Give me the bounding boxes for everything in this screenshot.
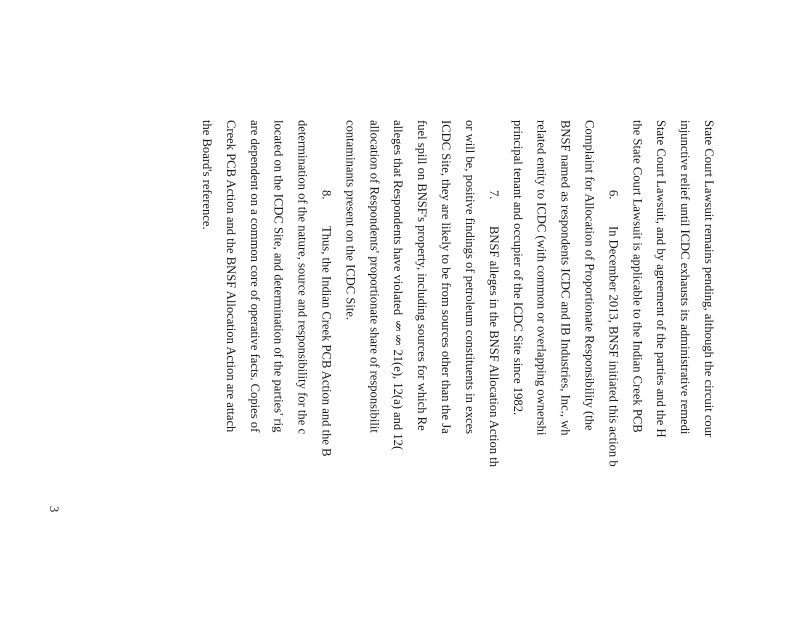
text-line: alleges that Respondents have violated §§ 21(e), 12(a) and 12(: [391, 120, 406, 451]
text-line: BNSF named as respondents ICDC and IB Industries, Inc., wh: [558, 120, 573, 436]
paragraph-8-first-line: [314, 120, 338, 618]
text-line: State Court Lawsuit remains pending, although the circuit cour: [702, 120, 716, 438]
text-line: ICDC Site, they are likely to be from sources other than the Ja: [439, 120, 454, 434]
text-line: BNSF alleges in the BNSF Allocation Action th: [486, 226, 501, 468]
text-line: fuel spill on BNSF's property, including sources for which Re: [415, 120, 430, 431]
text-line: located on the ICDC Site, and determination of the parties' rig: [271, 120, 286, 433]
paragraph-7-first-line: [481, 120, 505, 618]
text-line: the State Court Lawsuit is applicable to the Indian Creek PCB: [630, 120, 645, 433]
text-line: State Court Lawsuit, and by agreement of the parties and the H: [654, 120, 669, 438]
text-line: allocation of Respondents' proportionate share of responsibilit: [367, 120, 382, 433]
paragraph-number: 7.: [486, 190, 501, 200]
text-line: Complaint for Allocation of Proportionate Responsibility (the: [582, 120, 597, 431]
body-text: [140, 120, 720, 618]
text-line: related entity to ICDC (with common or overlapping ownershi: [534, 120, 549, 436]
text-line: the Board's reference.: [199, 120, 214, 230]
text-line: In December 2013, BNSF initiated this action b: [606, 226, 621, 467]
text-line: principal tenant and occupier of the ICDC Site since 1982.: [510, 120, 525, 416]
text-line: contaminants present on the ICDC Site.: [343, 120, 358, 321]
paragraph-number: 8.: [319, 190, 334, 200]
paragraph-6-first-line: [600, 120, 624, 618]
text-line: Thus, the Indian Creek PCB Action and the B: [319, 226, 334, 457]
page-number: 3: [47, 506, 61, 513]
paragraph-number: 6.: [606, 190, 621, 200]
text-line: injunctive relief until ICDC exhausts its administrative remedi: [678, 120, 693, 435]
text-line: Creek PCB Action and the BNSF Allocation Action are attach: [223, 120, 238, 433]
text-line: are dependent on a common core of operative facts. Copies of: [247, 120, 262, 433]
text-line: determination of the nature, source and responsibility for the c: [295, 120, 310, 435]
text-line: or will be, positive findings of petroleum constituents in exces: [462, 120, 477, 435]
